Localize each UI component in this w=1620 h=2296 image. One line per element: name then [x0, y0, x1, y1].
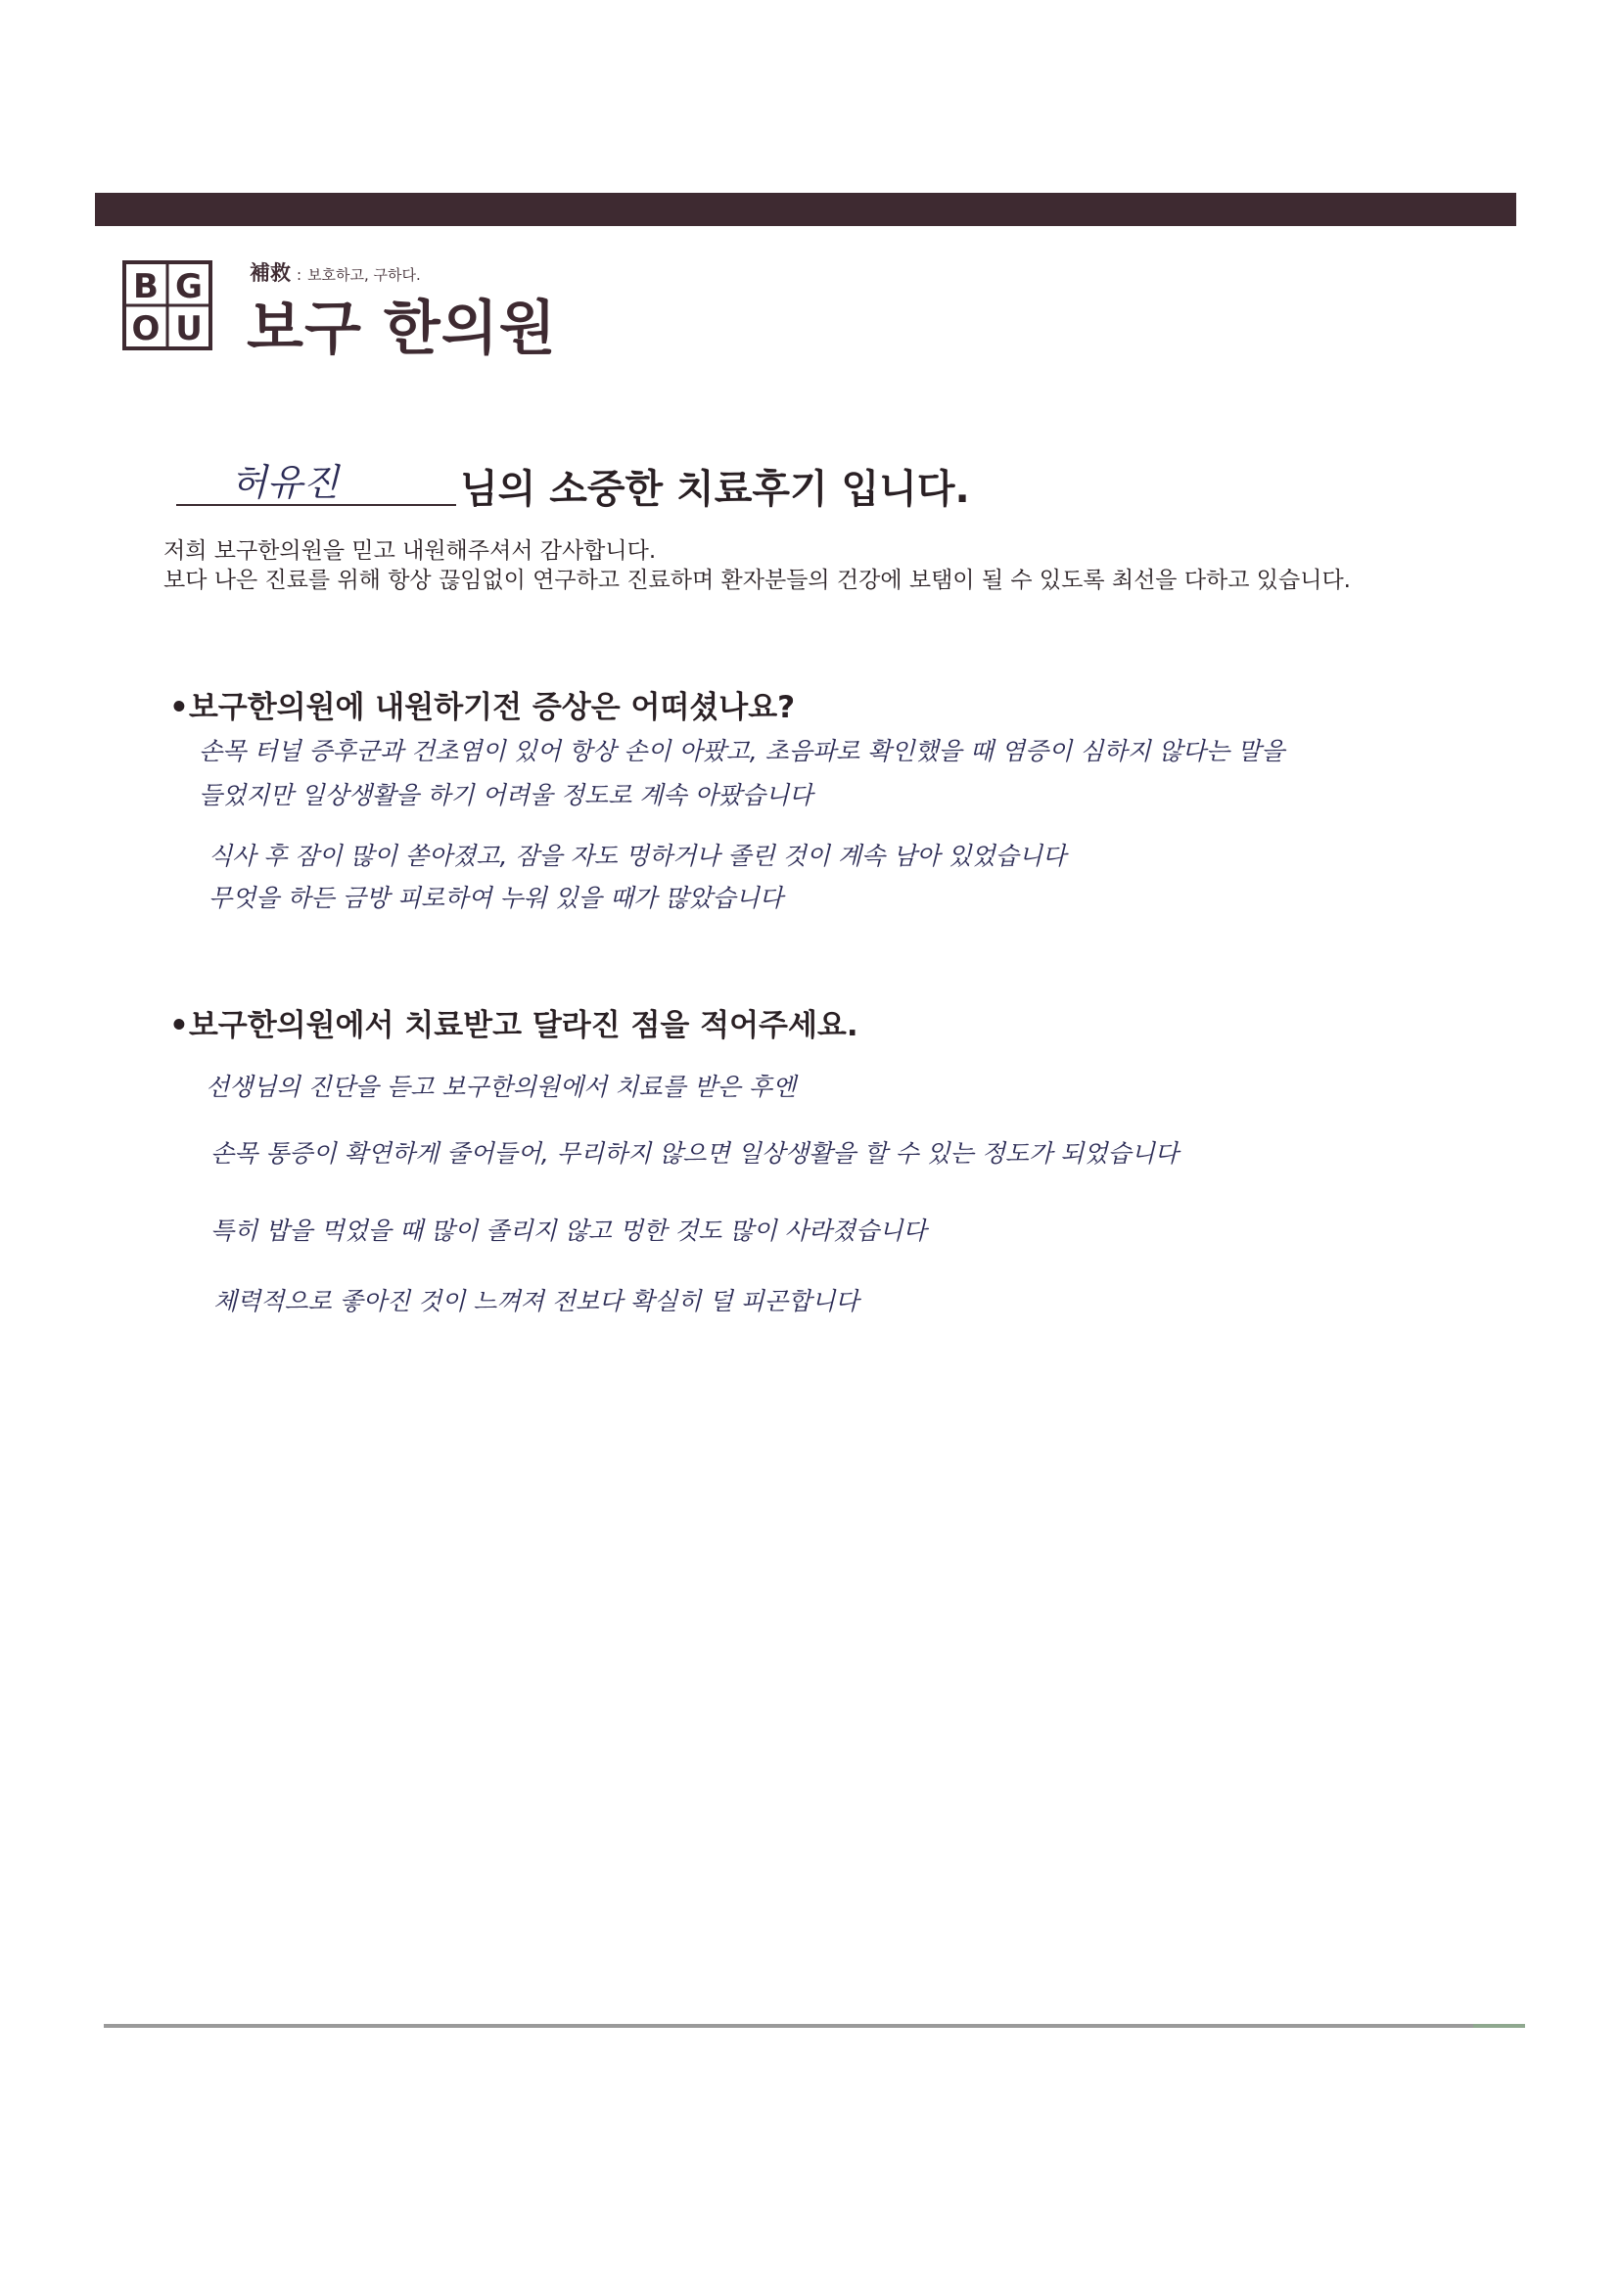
svg-text:O: O	[131, 309, 161, 348]
intro-text	[163, 536, 1351, 595]
intro-line: 보다 나은 진료를 위해 항상 끊임없이 연구하고 진료하며 환자분들의 건강에 보탬이 될 수 있도록 최선을 다하고 있습니다.	[163, 568, 1351, 593]
tagline-text: 보호하고, 구하다.	[307, 266, 421, 284]
patient-name-underline	[176, 504, 456, 506]
answer-line: 손목 터널 증후군과 건초염이 있어 항상 손이 아팠고, 초음파로 확인했을 때 염증이 심하지 않다는 말을	[199, 737, 1285, 765]
answer-line: 손목 통증이 확연하게 줄어들어, 무리하지 않으면 일상생활을 할 수 있는 정도가 되었습니다	[210, 1139, 1179, 1168]
svg-text:U: U	[175, 309, 203, 348]
clinic-name: 보구 한의원	[247, 295, 557, 363]
footer-rule-accent	[1473, 2024, 1525, 2028]
clinic-tagline: 補救 : 보호하고, 구하다.	[250, 260, 421, 285]
svg-text:B: B	[133, 267, 159, 306]
answer-line: 무엇을 하든 금방 피로하여 누워 있을 때가 많았습니다	[208, 884, 783, 912]
answer-line: 특히 밥을 먹었을 때 많이 졸리지 않고 멍한 것도 많이 사라졌습니다	[210, 1217, 927, 1245]
question-label: 보구한의원에 내원하기전 증상은 어떠셨나요?	[188, 690, 796, 725]
review-headline: 님의 소중한 치료후기 입니다.	[460, 467, 970, 512]
question-1	[169, 682, 795, 726]
tagline-hanja: 補救	[250, 260, 291, 285]
intro-line: 저희 보구한의원을 믿고 내원해주셔서 감사합니다.	[163, 538, 657, 564]
bullet-icon: •	[169, 690, 189, 725]
question-2	[169, 1000, 858, 1044]
answer-line: 들었지만 일상생활을 하기 어려울 정도로 계속 아팠습니다	[199, 781, 813, 809]
answer-line: 체력적으로 좋아진 것이 느껴져 전보다 확실히 덜 피곤합니다	[213, 1287, 859, 1315]
bullet-icon: •	[169, 1008, 189, 1043]
patient-name-handwritten: 허유진	[231, 461, 340, 504]
footer-rule	[104, 2024, 1525, 2028]
header-bar	[95, 193, 1516, 226]
question-label: 보구한의원에서 치료받고 달라진 점을 적어주세요.	[188, 1008, 858, 1043]
clinic-logo	[122, 260, 212, 350]
svg-text:G: G	[175, 267, 203, 306]
answer-line: 선생님의 진단을 듣고 보구한의원에서 치료를 받은 후엔	[206, 1073, 797, 1101]
answer-line: 식사 후 잠이 많이 쏟아졌고, 잠을 자도 멍하거나 졸린 것이 계속 남아 있었습니다	[208, 842, 1067, 870]
